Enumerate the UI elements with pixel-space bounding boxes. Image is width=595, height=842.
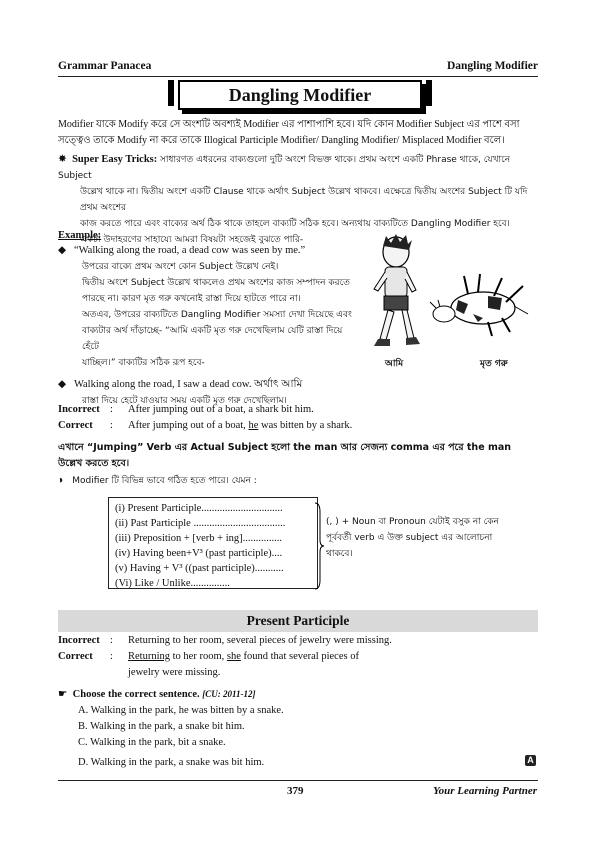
- correct-label: Correct: [58, 651, 93, 662]
- example-sentence-2b: রাস্তা দিয়ে হেটে যাওয়ার সময় একটি মৃত গরু দেখেছিলাম।: [82, 396, 287, 406]
- example-exp-1: উপরের বাক্যে প্রথম অংশে কোন Subject উল্লেখ নেই।: [82, 262, 279, 272]
- tricks-label: Super Easy Tricks:: [72, 154, 158, 165]
- caption-me: আমি: [385, 359, 404, 369]
- note-line: এখানে “Jumping” Verb এর Actual Subject হলো the man আর সেজন্য comma এর পরে the man উল্লেখ করতে হবে।: [58, 442, 512, 469]
- form-item: (i) Present Participle...............................: [115, 503, 283, 514]
- pointing-hand-icon: ☛: [58, 689, 68, 700]
- example-label: Example:: [58, 230, 102, 241]
- correct-sentence-pre: After jumping out of a boat,: [128, 420, 249, 431]
- correct-sentence-post: was bitten by a shark.: [258, 420, 353, 431]
- curly-brace-icon: [314, 502, 324, 590]
- arrow-bullet-icon: ◗: [58, 475, 65, 486]
- walking-boy-illustration: [356, 234, 436, 359]
- example-exp-6: যাচ্ছিল।” বাক্যটির সঠিক রূপ হবে-: [82, 358, 205, 368]
- correct-mid: to her room,: [170, 651, 227, 662]
- answer-badge: A: [525, 755, 536, 766]
- correct-label: Correct: [58, 420, 93, 431]
- header-book-title: Grammar Panacea: [58, 60, 152, 72]
- footer-rule: [58, 780, 538, 781]
- page-number: 379: [287, 785, 304, 797]
- form-item: (iv) Having been+V³ (past participle)....: [115, 548, 283, 559]
- form-item: (iii) Preposition + [verb + ing]...............: [115, 533, 282, 544]
- example-block: [58, 243, 358, 409]
- example-sentence-2: Walking along the road, I saw a dead cow. অর্থাৎ আমি: [73, 379, 303, 390]
- tricks-block: [58, 152, 538, 248]
- section-heading: Present Participle: [58, 610, 538, 632]
- page-title: Dangling Modifier: [178, 80, 422, 110]
- header-rule: [58, 76, 538, 77]
- tricks-line-4: একটা উদাহরণের সাহায্যে আমরা বিষয়টা সহজেই বুঝতে পারি-: [80, 235, 304, 245]
- intro-paragraph: [58, 117, 538, 149]
- option-c: C. Walking in the park, bit a snake.: [78, 737, 226, 748]
- form-item: (v) Having + V³ ((past participle)...........: [115, 563, 284, 574]
- incorrect-label: Incorrect: [58, 404, 100, 415]
- example-exp-5: বাক্যটার অর্থ দাঁড়াচ্ছে- “আমি একটি মৃত গরু দেখেছিলাম যেটি রাস্তা দিয়ে হেঁটে: [82, 326, 343, 352]
- correct-line-2: jewelry were missing.: [128, 667, 221, 678]
- correct-subject: she: [226, 651, 241, 662]
- tricks-line-3: কাজ করতে পারে এবং বাক্যের অর্থ ঠিক থাকে তাহলে বাক্যটি সঠিক হবে। অন্যথায় বাক্যটিতে Dangling Modifier হবে।: [80, 219, 510, 229]
- tricks-line-2: উল্লেখ থাকে না। দ্বিতীয় অংশে একটি Clause থাকে অর্থাৎ Subject উল্লেখ থাকবে। এক্ষেত্রে দ্বিতীয় অংশের Subject টি যদি প্রথম অংশের: [80, 187, 528, 213]
- pair1-block: Incorrect : After jumping out of a boat, a shark bit him. Correct : After jumping out of a boat, he was bitten by a shark.: [58, 402, 538, 434]
- correct-verb: Returning: [128, 651, 170, 662]
- form-item: (ii) Past Participle ...................................: [115, 518, 286, 529]
- bullet-star-icon: ✸: [58, 154, 67, 165]
- option-d: D. Walking in the park, a snake was bit him.: [78, 757, 265, 768]
- option-a: A. Walking in the park, he was bitten by a snake.: [78, 705, 284, 716]
- pair2-block: Incorrect : Returning to her room, several pieces of jewelry were missing. Correct : Returning to her room, she found that several pieces of jewelry were missing.: [58, 633, 538, 681]
- intro-text: Modifier যাকে Modify করে সে অংশটি অবশ্যই Modifier এর পাশাপাশি হবে। যদি কোন Modifier Subject এর পাশে বসা সত্ত্বেও তাকে Modify না করে তাকে Illogical Participle Modifier/ Dangling Modifier/ Misplaced Modifier বলে।: [58, 119, 520, 146]
- example-exp-2: দ্বিতীয় অংশে Subject উল্লেখ থাকলেও প্রথম অংশের কাজ সম্পাদন করতে: [82, 278, 350, 288]
- diamond-bullet-icon: ◆: [58, 245, 67, 256]
- question-prompt: Choose the correct sentence.: [72, 689, 200, 700]
- incorrect-sentence: After jumping out of a boat, a shark bit him.: [128, 404, 314, 415]
- correct-sentence-subject: he: [248, 420, 259, 431]
- caption-dead-cow: মৃত গরু: [480, 359, 508, 369]
- example-exp-3: পারছে না। কারণ মৃত গরু কখনোই রাস্তা দিয়ে হাটতে পারে না।: [82, 294, 301, 304]
- example-exp-4: অতএব, উপরের বাক্যটিতে Dangling Modifier সমস্যা দেখা দিয়েছে এবং: [82, 310, 352, 320]
- form-item: (Vi) Like / Unlike...............: [115, 578, 230, 589]
- footer-tagline: Your Learning Partner: [433, 785, 537, 797]
- incorrect-sentence: Returning to her room, several pieces of jewelry were missing.: [128, 635, 392, 646]
- modifier-intro-line: [58, 473, 257, 489]
- diamond-bullet-icon: ◆: [58, 379, 67, 390]
- correct-post: found that several pieces of: [240, 651, 359, 662]
- dead-cow-illustration: [428, 270, 533, 340]
- option-b: B. Walking in the park, a snake bit him.: [78, 721, 245, 732]
- header-chapter-title: Dangling Modifier: [446, 60, 538, 72]
- example-sentence-1: “Walking along the road, a dead cow was seen by me.”: [73, 245, 306, 256]
- incorrect-label: Incorrect: [58, 635, 100, 646]
- question-block: [58, 686, 538, 771]
- tricks-line-1: সাধারণত এধরনের বাক্যগুলো দুটি অংশে বিভক্ত থাকে। প্রথম অংশে একটি Phrase থাকে, যেখানে Subject: [58, 155, 511, 181]
- forms-note: (, ) + Noun বা Pronoun যেটাই বসুক না কেন পূর্ববর্তী verb এ উক্ত subject এর আলোচনা থাকবে।: [326, 517, 499, 559]
- modifier-forms-box: [108, 497, 318, 589]
- modifier-intro: Modifier টি বিভিন্ন ভাবে গঠিত হতে পারে। যেমন :: [72, 476, 257, 486]
- question-source: [CU: 2011-12]: [202, 689, 256, 699]
